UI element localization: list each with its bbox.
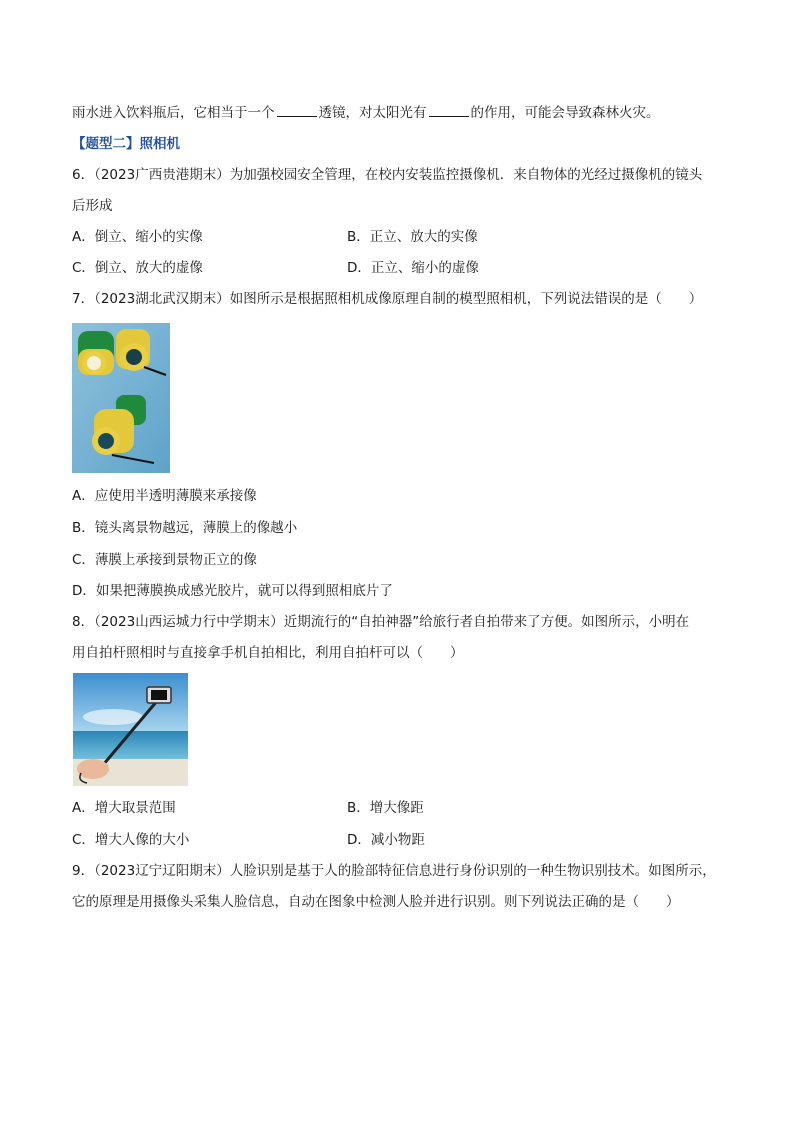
selfie-stick-illustration bbox=[73, 673, 188, 786]
q7-option-b: B．镜头离景物越远，薄膜上的像越小 bbox=[72, 520, 298, 536]
q7-option-c: C．薄膜上承接到景物正立的像 bbox=[72, 552, 257, 568]
answer-blank-2 bbox=[429, 102, 469, 117]
intro-line bbox=[72, 102, 660, 123]
q6-option-a: A．倒立、缩小的实像 bbox=[72, 229, 203, 245]
selfie-stick-figure bbox=[73, 673, 188, 786]
intro-text-2: 透镜，对太阳光有 bbox=[318, 105, 427, 121]
q8-stem-line1: 8．（2023山西运城力行中学期末）近期流行的“自拍神器”给旅行者自拍带来了方便。如图所示，小明在 bbox=[72, 614, 690, 630]
q6-stem-line1: 6．（2023广西贵港期末）为加强校园安全管理，在校内安装监控摄像机．来自物体的光经过摄像机的镜头 bbox=[72, 167, 703, 183]
q8-option-c: C．增大人像的大小 bbox=[72, 832, 190, 848]
q8-option-b: B．增大像距 bbox=[347, 800, 424, 816]
q8-option-d: D．减小物距 bbox=[347, 832, 425, 848]
q6-option-b: B．正立、放大的实像 bbox=[347, 229, 478, 245]
q6-option-c: C．倒立、放大的虚像 bbox=[72, 260, 203, 276]
model-camera-figure bbox=[72, 323, 170, 473]
intro-text-1: 雨水进入饮料瓶后，它相当于一个 bbox=[72, 105, 275, 121]
answer-blank-1 bbox=[277, 102, 317, 117]
q6-option-d: D．正立、缩小的虚像 bbox=[347, 260, 479, 276]
q7-option-a: A．应使用半透明薄膜来承接像 bbox=[72, 488, 257, 504]
q9-stem-line1: 9．（2023辽宁辽阳期末）人脸识别是基于人的脸部特征信息进行身份识别的一种生物识别技术。如图所示， bbox=[72, 863, 716, 879]
section-title: 【题型二】照相机 bbox=[72, 136, 180, 152]
q8-stem-line2: 用自拍杆照相时与直接拿手机自拍相比，利用自拍杆可以（ ） bbox=[72, 645, 464, 661]
tube-top-left bbox=[78, 331, 114, 375]
q7-option-d: D．如果把薄膜换成感光胶片，就可以得到照相底片了 bbox=[72, 583, 393, 599]
q8-option-a: A．增大取景范围 bbox=[72, 800, 176, 816]
q9-stem-line2: 它的原理是用摄像头采集人脸信息，自动在图象中检测人脸并进行识别。则下列说法正确的是（ ） bbox=[72, 894, 680, 910]
q7-stem: 7．（2023湖北武汉期末）如图所示是根据照相机成像原理自制的模型照相机，下列说法错误的是（ ） bbox=[72, 291, 703, 307]
intro-text-3: 的作用，可能会导致森林火灾。 bbox=[470, 105, 660, 121]
model-camera-illustration bbox=[72, 323, 170, 473]
q6-stem-line2: 后形成 bbox=[72, 198, 113, 214]
